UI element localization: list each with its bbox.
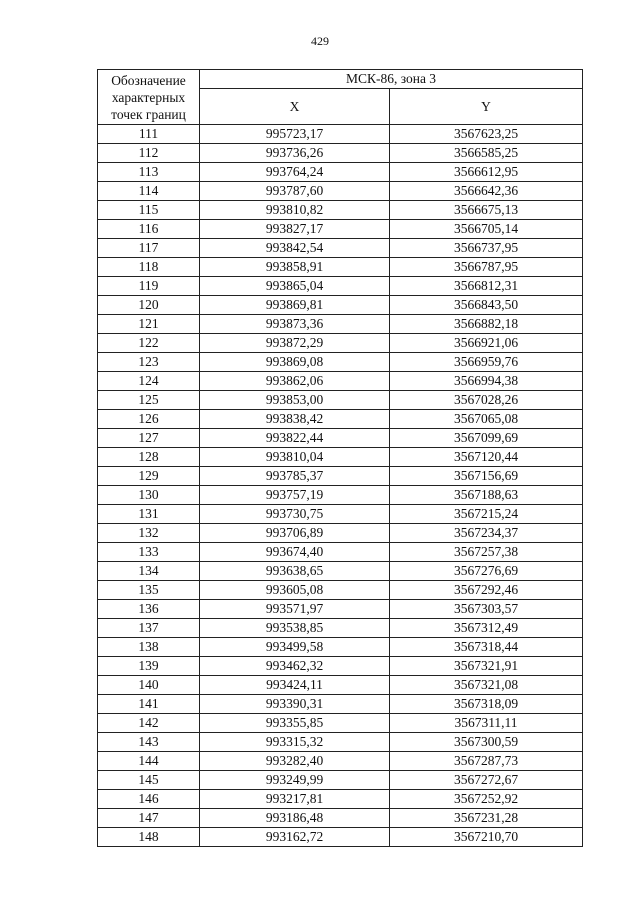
table-row: [98, 543, 583, 562]
y-coordinate-cell: 3567300,59: [390, 733, 583, 752]
y-coordinate-cell: 3566737,95: [390, 239, 583, 258]
table-row: [98, 676, 583, 695]
y-coordinate-cell: 3567234,37: [390, 524, 583, 543]
x-coordinate-cell: 993186,48: [200, 809, 390, 828]
table-row: [98, 334, 583, 353]
point-id-cell: 115: [98, 201, 200, 220]
point-id-cell: 128: [98, 448, 200, 467]
y-column-header: Y: [390, 89, 583, 125]
y-coordinate-cell: 3566921,06: [390, 334, 583, 353]
table-row: [98, 410, 583, 429]
table-row: [98, 182, 583, 201]
x-coordinate-cell: 993862,06: [200, 372, 390, 391]
y-coordinate-cell: 3566843,50: [390, 296, 583, 315]
point-id-cell: 134: [98, 562, 200, 581]
point-id-cell: 138: [98, 638, 200, 657]
x-coordinate-cell: 993810,04: [200, 448, 390, 467]
x-coordinate-cell: 993757,19: [200, 486, 390, 505]
y-coordinate-cell: 3567623,25: [390, 125, 583, 144]
x-coordinate-cell: 993355,85: [200, 714, 390, 733]
table-row: [98, 296, 583, 315]
y-coordinate-cell: 3567276,69: [390, 562, 583, 581]
x-coordinate-cell: 993217,81: [200, 790, 390, 809]
x-coordinate-cell: 993872,29: [200, 334, 390, 353]
table-row: [98, 809, 583, 828]
x-coordinate-cell: 993787,60: [200, 182, 390, 201]
point-id-cell: 113: [98, 163, 200, 182]
table-row: [98, 695, 583, 714]
table-row: [98, 771, 583, 790]
table-row: [98, 600, 583, 619]
point-id-cell: 127: [98, 429, 200, 448]
point-id-cell: 135: [98, 581, 200, 600]
table-row: [98, 144, 583, 163]
y-coordinate-cell: 3567311,11: [390, 714, 583, 733]
x-coordinate-cell: 993706,89: [200, 524, 390, 543]
y-coordinate-cell: 3567318,09: [390, 695, 583, 714]
x-coordinate-cell: 993785,37: [200, 467, 390, 486]
y-coordinate-cell: 3567099,69: [390, 429, 583, 448]
point-id-cell: 112: [98, 144, 200, 163]
point-id-cell: 140: [98, 676, 200, 695]
x-coordinate-cell: 993282,40: [200, 752, 390, 771]
point-id-cell: 139: [98, 657, 200, 676]
table-row: [98, 828, 583, 847]
point-id-cell: 145: [98, 771, 200, 790]
table-row: [98, 239, 583, 258]
point-id-cell: 129: [98, 467, 200, 486]
table-row: [98, 524, 583, 543]
table-row: [98, 429, 583, 448]
x-coordinate-cell: 993605,08: [200, 581, 390, 600]
x-coordinate-cell: 993873,36: [200, 315, 390, 334]
x-coordinate-cell: 993842,54: [200, 239, 390, 258]
y-coordinate-cell: 3567303,57: [390, 600, 583, 619]
point-id-cell: 130: [98, 486, 200, 505]
x-coordinate-cell: 993764,24: [200, 163, 390, 182]
table-header: [98, 70, 583, 125]
point-id-cell: 114: [98, 182, 200, 201]
y-coordinate-cell: 3567065,08: [390, 410, 583, 429]
y-coordinate-cell: 3566642,36: [390, 182, 583, 201]
point-id-cell: 116: [98, 220, 200, 239]
point-id-cell: 119: [98, 277, 200, 296]
y-coordinate-cell: 3566959,76: [390, 353, 583, 372]
x-coordinate-cell: 993730,75: [200, 505, 390, 524]
x-coordinate-cell: 993571,97: [200, 600, 390, 619]
y-coordinate-cell: 3567318,44: [390, 638, 583, 657]
point-id-cell: 131: [98, 505, 200, 524]
x-column-header: X: [200, 89, 390, 125]
y-coordinate-cell: 3567287,73: [390, 752, 583, 771]
y-coordinate-cell: 3567312,49: [390, 619, 583, 638]
table-row: [98, 505, 583, 524]
y-coordinate-cell: 3567156,69: [390, 467, 583, 486]
point-id-cell: 141: [98, 695, 200, 714]
table-row: [98, 657, 583, 676]
point-id-cell: 137: [98, 619, 200, 638]
x-coordinate-cell: 993838,42: [200, 410, 390, 429]
table-row: [98, 714, 583, 733]
table-row: [98, 391, 583, 410]
y-coordinate-cell: 3567188,63: [390, 486, 583, 505]
table-row: [98, 752, 583, 771]
x-coordinate-cell: 993462,32: [200, 657, 390, 676]
x-coordinate-cell: 993869,81: [200, 296, 390, 315]
table-row: [98, 163, 583, 182]
x-coordinate-cell: 993865,04: [200, 277, 390, 296]
y-coordinate-cell: 3567321,91: [390, 657, 583, 676]
table-row: [98, 125, 583, 144]
x-coordinate-cell: 993858,91: [200, 258, 390, 277]
table-row: [98, 448, 583, 467]
point-id-cell: 111: [98, 125, 200, 144]
y-coordinate-cell: 3566812,31: [390, 277, 583, 296]
table-row: [98, 258, 583, 277]
point-id-cell: 125: [98, 391, 200, 410]
table-row: [98, 733, 583, 752]
table-row: [98, 619, 583, 638]
coordinates-table: [97, 69, 583, 847]
point-id-cell: 122: [98, 334, 200, 353]
y-coordinate-cell: 3567120,44: [390, 448, 583, 467]
point-id-cell: 144: [98, 752, 200, 771]
x-coordinate-cell: 993853,00: [200, 391, 390, 410]
x-coordinate-cell: 993315,32: [200, 733, 390, 752]
x-coordinate-cell: 993162,72: [200, 828, 390, 847]
y-coordinate-cell: 3566705,14: [390, 220, 583, 239]
x-coordinate-cell: 993736,26: [200, 144, 390, 163]
coordinate-system-header: МСК-86, зона 3: [200, 70, 583, 89]
x-coordinate-cell: 993638,65: [200, 562, 390, 581]
y-coordinate-cell: 3567252,92: [390, 790, 583, 809]
y-coordinate-cell: 3567215,24: [390, 505, 583, 524]
point-id-cell: 133: [98, 543, 200, 562]
y-coordinate-cell: 3566882,18: [390, 315, 583, 334]
point-label-header: Обозначение характерных точек границ: [98, 70, 200, 125]
table-row: [98, 562, 583, 581]
y-coordinate-cell: 3566675,13: [390, 201, 583, 220]
y-coordinate-cell: 3567028,26: [390, 391, 583, 410]
y-coordinate-cell: 3566612,95: [390, 163, 583, 182]
table-row: [98, 486, 583, 505]
point-id-cell: 136: [98, 600, 200, 619]
point-id-cell: 117: [98, 239, 200, 258]
x-coordinate-cell: 993869,08: [200, 353, 390, 372]
point-id-cell: 132: [98, 524, 200, 543]
x-coordinate-cell: 993822,44: [200, 429, 390, 448]
point-id-cell: 123: [98, 353, 200, 372]
table-body: [98, 125, 583, 847]
y-coordinate-cell: 3566585,25: [390, 144, 583, 163]
point-id-cell: 120: [98, 296, 200, 315]
table-row: [98, 372, 583, 391]
y-coordinate-cell: 3567210,70: [390, 828, 583, 847]
table-row: [98, 220, 583, 239]
point-id-cell: 118: [98, 258, 200, 277]
x-coordinate-cell: 993249,99: [200, 771, 390, 790]
y-coordinate-cell: 3567321,08: [390, 676, 583, 695]
table-row: [98, 581, 583, 600]
point-id-cell: 124: [98, 372, 200, 391]
x-coordinate-cell: 993827,17: [200, 220, 390, 239]
table-row: [98, 790, 583, 809]
table-row: [98, 277, 583, 296]
x-coordinate-cell: 993390,31: [200, 695, 390, 714]
y-coordinate-cell: 3566994,38: [390, 372, 583, 391]
point-id-cell: 126: [98, 410, 200, 429]
x-coordinate-cell: 993674,40: [200, 543, 390, 562]
point-id-cell: 142: [98, 714, 200, 733]
y-coordinate-cell: 3567272,67: [390, 771, 583, 790]
table-row: [98, 201, 583, 220]
x-coordinate-cell: 995723,17: [200, 125, 390, 144]
x-coordinate-cell: 993810,82: [200, 201, 390, 220]
x-coordinate-cell: 993499,58: [200, 638, 390, 657]
point-id-cell: 146: [98, 790, 200, 809]
table-row: [98, 353, 583, 372]
point-id-cell: 147: [98, 809, 200, 828]
y-coordinate-cell: 3567292,46: [390, 581, 583, 600]
y-coordinate-cell: 3567231,28: [390, 809, 583, 828]
point-id-cell: 143: [98, 733, 200, 752]
table-row: [98, 467, 583, 486]
point-id-cell: 121: [98, 315, 200, 334]
y-coordinate-cell: 3566787,95: [390, 258, 583, 277]
table-row: [98, 638, 583, 657]
page-number: 429: [311, 34, 329, 48]
point-id-cell: 148: [98, 828, 200, 847]
y-coordinate-cell: 3567257,38: [390, 543, 583, 562]
x-coordinate-cell: 993538,85: [200, 619, 390, 638]
table-row: [98, 315, 583, 334]
x-coordinate-cell: 993424,11: [200, 676, 390, 695]
